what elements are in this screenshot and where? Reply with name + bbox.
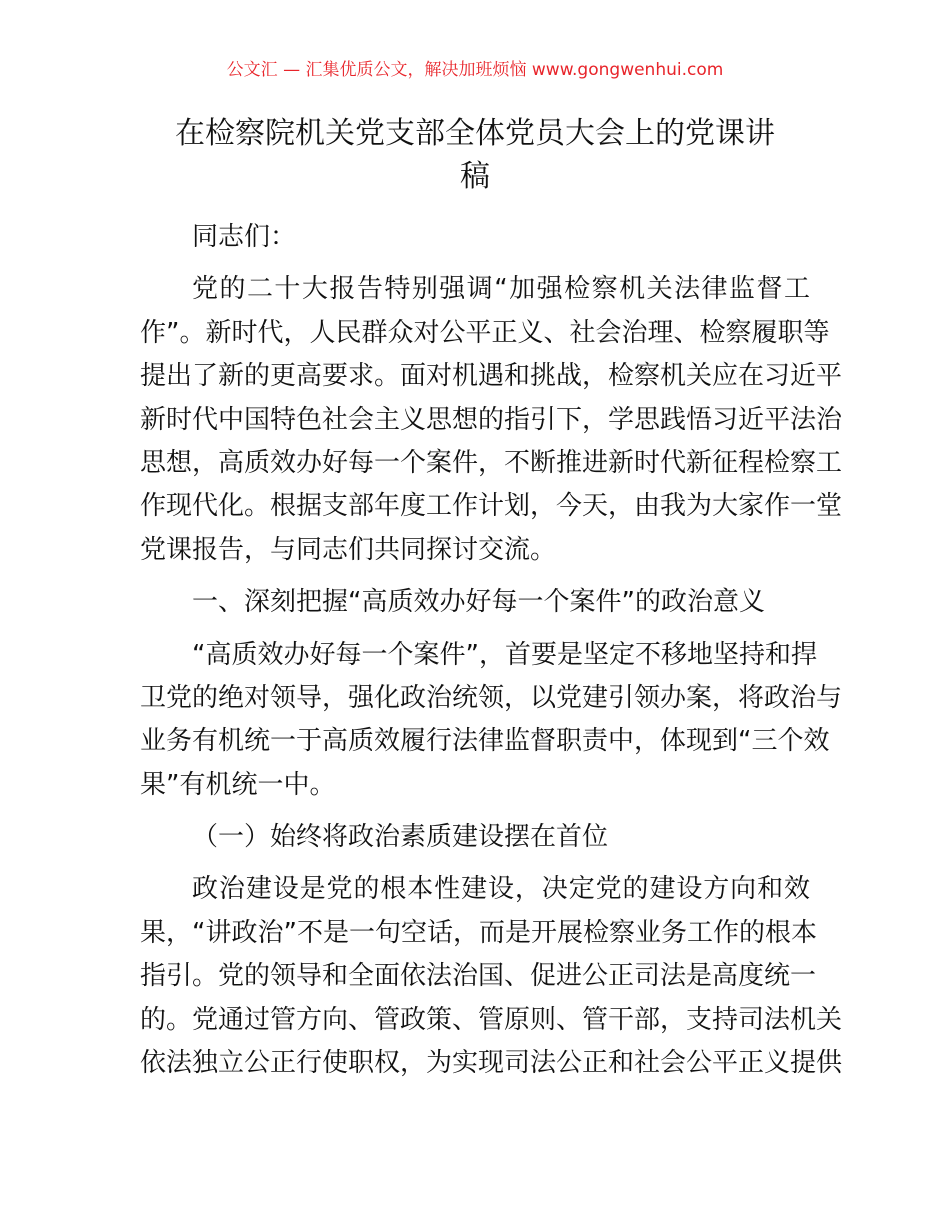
text-line: （一）始终将政治素质建设摆在首位 (192, 822, 609, 853)
text-line: 指引。党的领导和全面依法治国、促进公正司法是高度统一 (140, 961, 817, 992)
section-heading (140, 581, 810, 624)
text-line: 业务有机统一于高质效履行法律监督职责中，体现到“三个效 (140, 726, 830, 757)
text-line: 新时代中国特色社会主义思想的指引下，学思践悟习近平法治 (140, 404, 843, 435)
text-line: 提出了新的更高要求。面对机遇和挑战，检察机关应在习近平 (140, 361, 843, 392)
text-line: 果”有机统一中。 (140, 769, 336, 800)
title-line: 在检察院机关党支部全体党员大会上的党课讲 (175, 116, 775, 151)
document-title (140, 112, 810, 198)
text-line: 果，“讲政治”不是一句空话，而是开展检察业务工作的根本 (140, 917, 817, 948)
salutation (140, 216, 810, 259)
text-line: 同志们： (192, 222, 297, 252)
text-line: 作”。新时代，人民群众对公平正义、社会治理、检察履职等 (140, 317, 830, 348)
text-line: 卫党的绝对领导，强化政治统领，以党建引领办案，将政治与 (140, 682, 843, 713)
document-body (140, 216, 843, 1094)
section-heading (140, 816, 810, 859)
text-line: 作现代化。根据支部年度工作计划，今天，由我为大家作一堂 (140, 491, 843, 522)
text-line: 一、深刻把握“高质效办好每一个案件”的政治意义 (192, 587, 765, 618)
paragraph (140, 868, 843, 1085)
text-line: 的。党通过管方向、管政策、管原则、管干部，支持司法机关 (140, 1004, 843, 1035)
text-line: 思想，高质效办好每一个案件，不断推进新时代新征程检察工 (140, 447, 843, 478)
text-line: 党的二十大报告特别强调“加强检察机关法律监督工 (192, 274, 810, 305)
title-line: 稿 (460, 159, 490, 194)
text-line: “高质效办好每一个案件”，首要是坚定不移地坚持和捍 (192, 639, 817, 670)
paragraph (140, 268, 843, 572)
text-line: 政治建设是党的根本性建设，决定党的建设方向和效 (192, 874, 810, 905)
text-line: 依法独立公正行使职权，为实现司法公正和社会公平正义提供 (140, 1048, 843, 1079)
paragraph (140, 634, 843, 808)
watermark-header: 公文汇 — 汇集优质公文，解决加班烦恼 www.gongwenhui.com (226, 60, 724, 80)
text-line: 党课报告，与同志们共同探讨交流。 (140, 534, 557, 565)
